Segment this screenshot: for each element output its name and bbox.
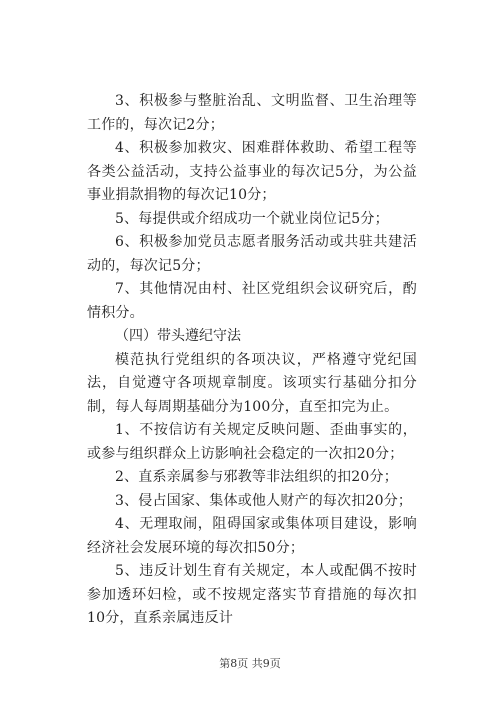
deduction-item-4: 4、无理取闹，阻碍国家或集体项目建设，影响经济社会发展环境的每次扣50分； — [87, 516, 417, 556]
paragraph-item-5: 5、每提供或介绍成功一个就业岗位记5分； — [115, 210, 389, 227]
section-heading: （四）带头遵纪守法 — [115, 328, 241, 344]
paragraph-item-4: 4、积极参加救灾、困难群体救助、希望工程等各类公益活动，支持公益事业的每次记5分，为公益事业捐款捐物的每次记10分； — [87, 140, 417, 203]
document-body — [87, 90, 417, 631]
deduction-item-1: 1、不按信访有关规定反映问题、歪曲事实的，或参与组织群众上访影响社会稳定的一次扣20分； — [87, 422, 417, 462]
page-number-footer: 第8页 共9页 — [219, 657, 281, 670]
section-intro-paragraph: 模范执行党组织的各项决议，严格遵守党纪国法，自觉遵守各项规章制度。该项实行基础分扣分制，每人每周期基础分为100分，直至扣完为止。 — [87, 351, 417, 415]
paragraph-item-3: 3、积极参与整脏治乱、文明监督、卫生治理等工作的，每次记2分； — [87, 93, 417, 133]
paragraph-item-7: 7、其他情况由村、社区党组织会议研究后，酌情积分。 — [87, 281, 417, 321]
deduction-item-5: 5、违反计划生育有关规定，本人或配偶不按时参加透环妇检，或不按规定落实节育措施的每次扣10分，直系亲属违反计 — [87, 563, 417, 626]
deduction-item-2: 2、直系亲属参与邪教等非法组织的扣20分； — [115, 469, 398, 485]
paragraph-item-6: 6、积极参加党员志愿者服务活动或共驻共建活动的，每次记5分； — [87, 234, 417, 274]
deduction-item-3: 3、侵占国家、集体或他人财产的每次扣20分； — [115, 492, 413, 509]
